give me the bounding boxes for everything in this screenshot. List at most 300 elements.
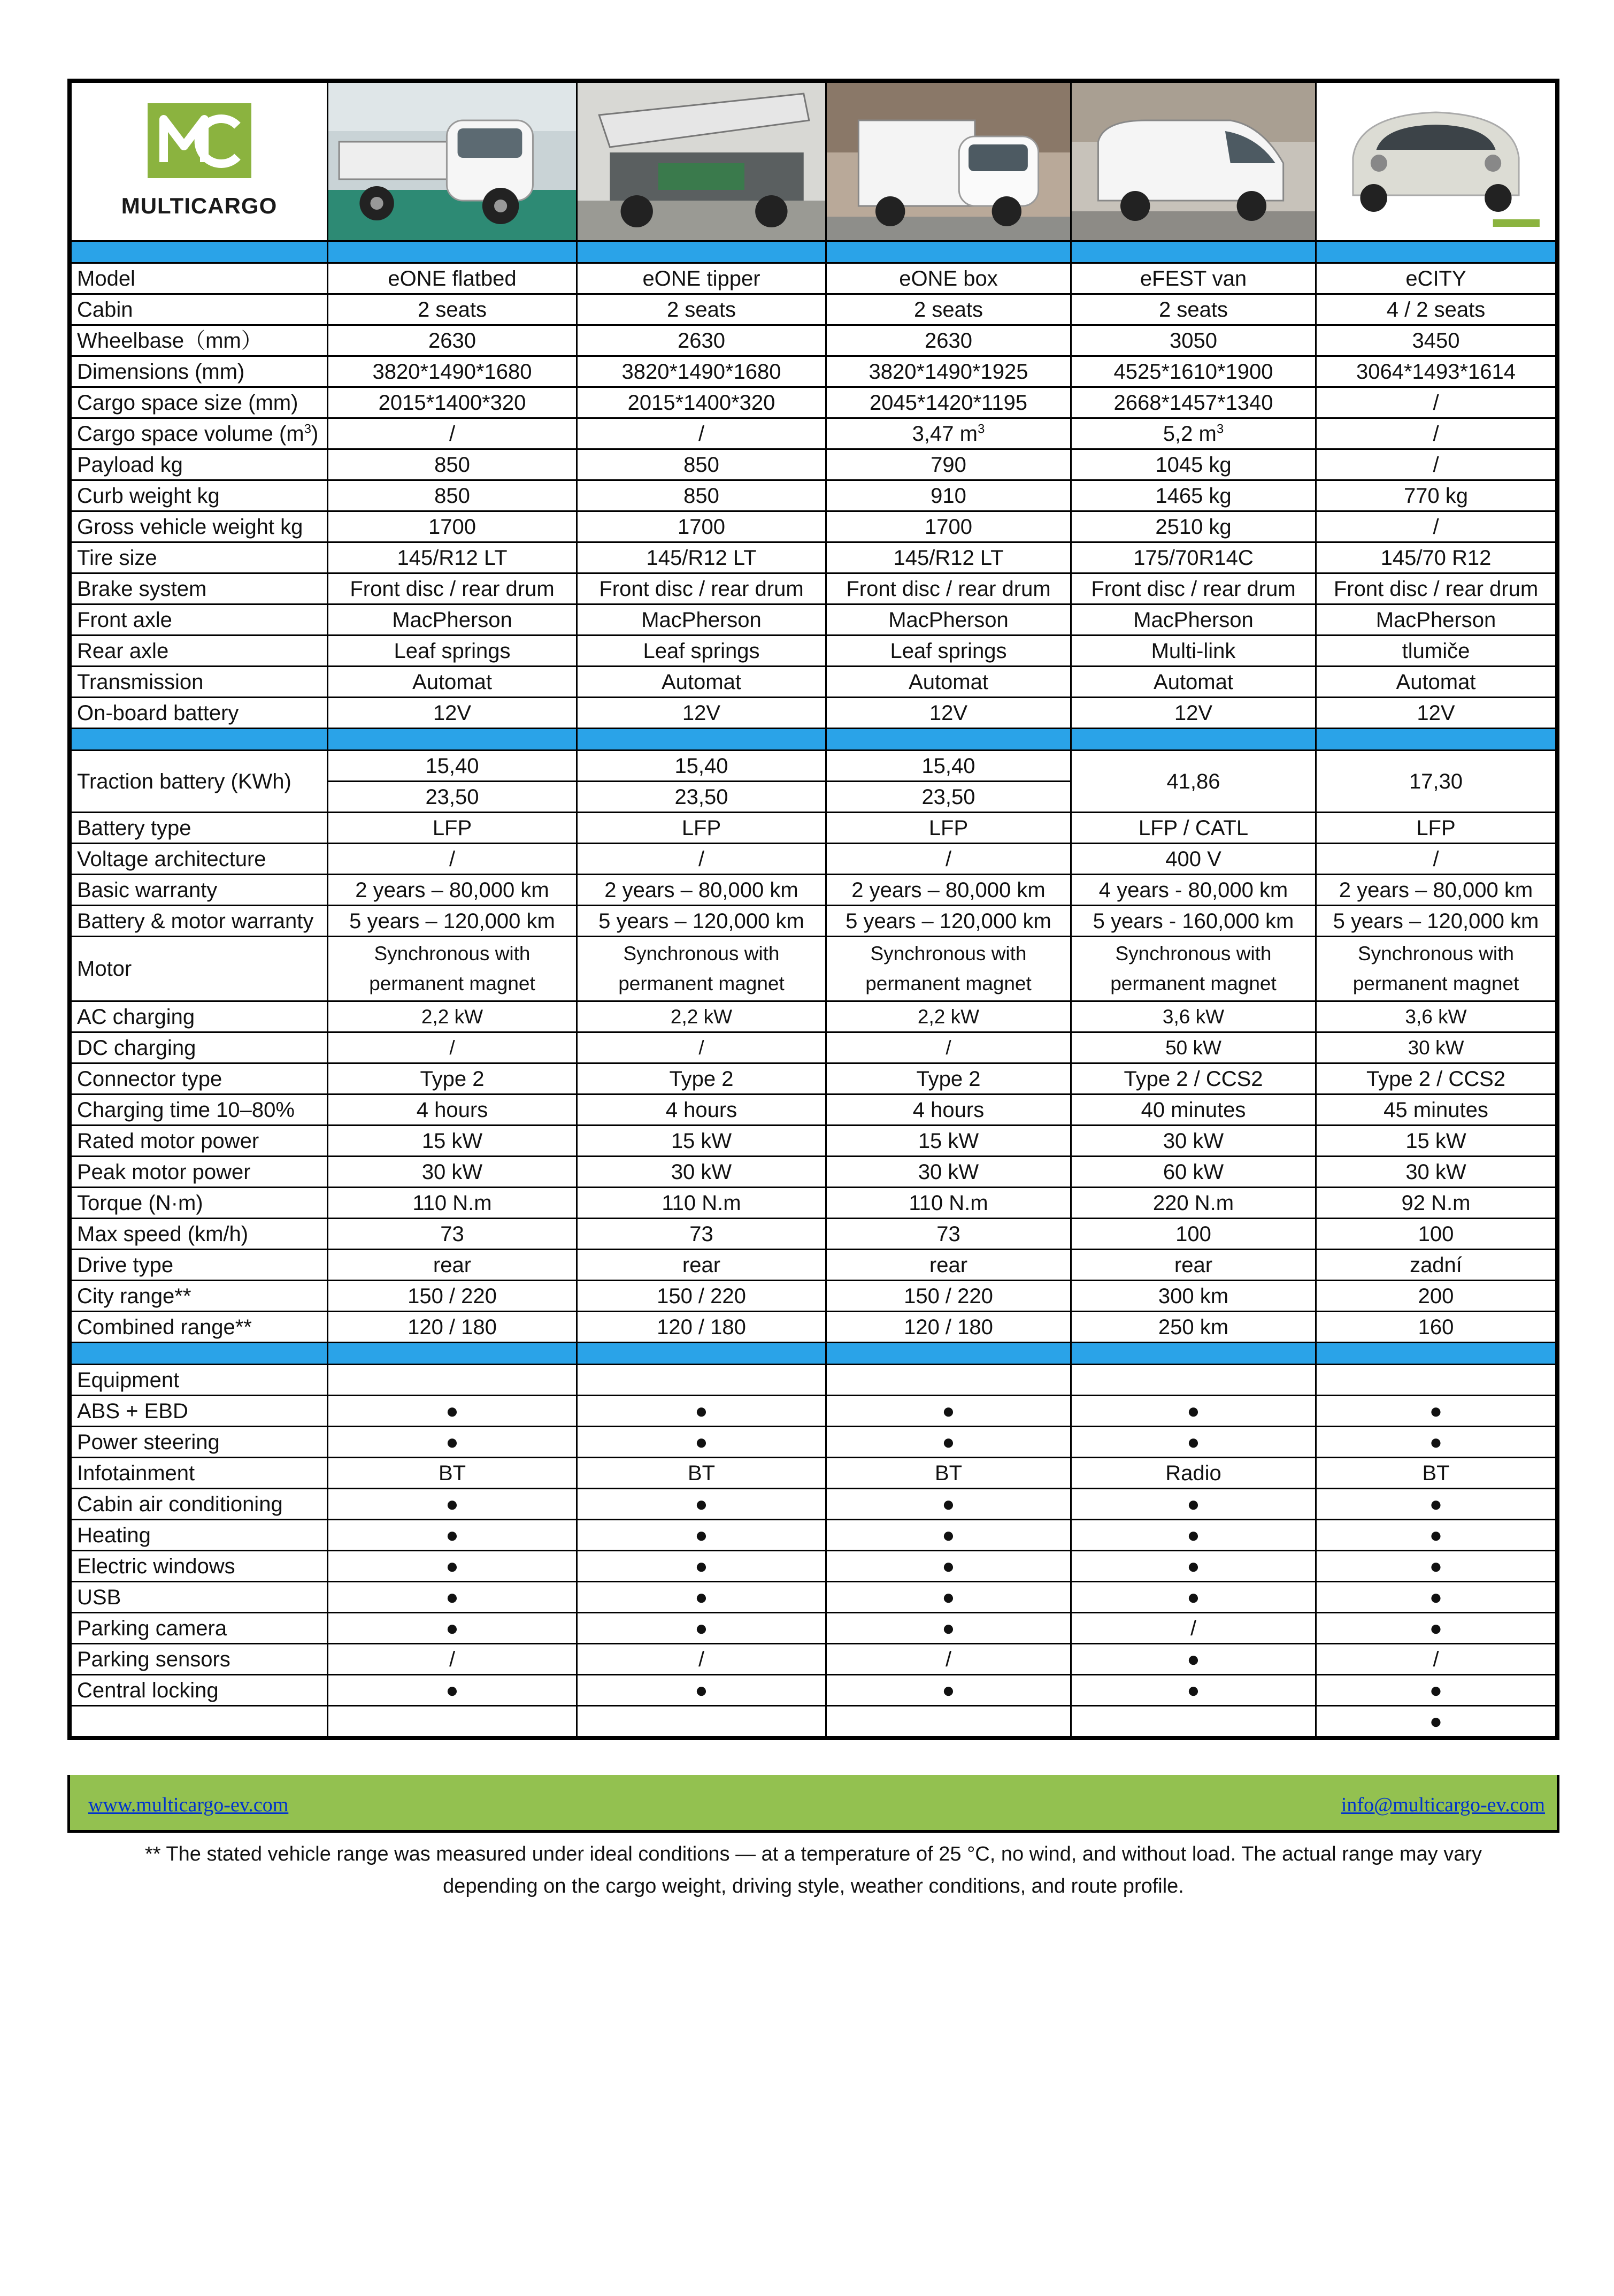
value-cell: 30 kW bbox=[577, 1157, 826, 1188]
value-cell: 17,30 bbox=[1316, 751, 1556, 813]
value-cell: 150 / 220 bbox=[328, 1281, 577, 1312]
value-cell: 250 km bbox=[1071, 1312, 1316, 1343]
value-cell: LFP bbox=[826, 813, 1071, 844]
value-cell: Front disc / rear drum bbox=[826, 573, 1071, 604]
equipment-row bbox=[71, 1489, 1556, 1520]
value-cell: ● bbox=[577, 1396, 826, 1427]
value-cell: 12V bbox=[826, 698, 1071, 729]
row-label: Rear axle bbox=[71, 636, 328, 667]
value-cell bbox=[577, 937, 826, 1001]
separator-cell bbox=[1071, 729, 1316, 751]
row-label: Drive type bbox=[71, 1250, 328, 1281]
value-cell: 2,2 kW bbox=[328, 1001, 577, 1032]
value-cell: 1045 kg bbox=[1071, 449, 1316, 480]
city-car-image bbox=[1317, 83, 1555, 240]
value-cell: ● bbox=[1316, 1582, 1556, 1613]
value-cell: / bbox=[1071, 1613, 1316, 1644]
blue-separator bbox=[71, 1343, 1556, 1365]
row-label: Motor bbox=[71, 937, 328, 1001]
value-cell: Front disc / rear drum bbox=[1316, 573, 1556, 604]
value-cell: 2 seats bbox=[826, 294, 1071, 325]
spec-table bbox=[70, 81, 1557, 1738]
equipment-row bbox=[71, 1613, 1556, 1644]
value-cell: 160 bbox=[1316, 1312, 1556, 1343]
value-cell: Type 2 bbox=[577, 1063, 826, 1095]
brand-name: MULTICARGO bbox=[121, 193, 278, 218]
value-cell: 145/R12 LT bbox=[826, 542, 1071, 573]
charging-row bbox=[71, 1188, 1556, 1219]
value-part: 3 bbox=[1216, 422, 1224, 437]
website-link[interactable]: www.multicargo-ev.com bbox=[88, 1794, 289, 1816]
value-cell: 2510 kg bbox=[1071, 511, 1316, 542]
photo-eone-tipper bbox=[577, 82, 826, 241]
value-cell: Radio bbox=[1071, 1458, 1316, 1489]
value-cell: 145/70 R12 bbox=[1316, 542, 1556, 573]
multicargo-logo bbox=[148, 103, 251, 178]
section-heading: Equipment bbox=[71, 1365, 328, 1396]
row-label: Central locking bbox=[71, 1675, 328, 1706]
value-cell: / bbox=[577, 844, 826, 875]
equipment-row bbox=[71, 1706, 1556, 1737]
footnote-line-2: depending on the cargo weight, driving style, weather conditions, and route profile. bbox=[443, 1875, 1184, 1897]
blue-separator bbox=[71, 729, 1556, 751]
value-cell: 175/70R14C bbox=[1071, 542, 1316, 573]
separator-cell bbox=[1316, 1343, 1556, 1365]
value-cell: 110 N.m bbox=[577, 1188, 826, 1219]
battery-row bbox=[71, 906, 1556, 937]
row-label: Combined range** bbox=[71, 1312, 328, 1343]
row-label: Cargo space size (mm) bbox=[71, 387, 328, 418]
value-cell: Automat bbox=[328, 667, 577, 698]
value-cell: ● bbox=[826, 1582, 1071, 1613]
value-cell: ● bbox=[1071, 1675, 1316, 1706]
empty-cell bbox=[1071, 1365, 1316, 1396]
label-part: ) bbox=[311, 422, 319, 446]
value-cell: MacPherson bbox=[1316, 604, 1556, 636]
value-cell: 15 kW bbox=[826, 1126, 1071, 1157]
value-cell: / bbox=[1316, 449, 1556, 480]
value-cell: ● bbox=[1071, 1427, 1316, 1458]
row-label: Cabin bbox=[71, 294, 328, 325]
row-label: Payload kg bbox=[71, 449, 328, 480]
value-cell: ● bbox=[826, 1675, 1071, 1706]
row-label: Electric windows bbox=[71, 1551, 328, 1582]
value-cell: 5 years - 160,000 km bbox=[1071, 906, 1316, 937]
value-cell: ● bbox=[328, 1396, 577, 1427]
flatbed-truck-image bbox=[328, 83, 576, 240]
motor-text: permanent magnet bbox=[369, 973, 535, 994]
value-cell: BT bbox=[577, 1458, 826, 1489]
value-cell: Automat bbox=[826, 667, 1071, 698]
spec-row bbox=[71, 325, 1556, 356]
spec-row bbox=[71, 573, 1556, 604]
footnote-line-1: ** The stated vehicle range was measured under ideal conditions — at a temperature of 25 °C, no wind, and without load. The actual range may vary bbox=[144, 1843, 1482, 1865]
value-cell: 2 years – 80,000 km bbox=[328, 875, 577, 906]
battery-row bbox=[71, 844, 1556, 875]
value-cell: Automat bbox=[1071, 667, 1316, 698]
row-label: ABS + EBD bbox=[71, 1396, 328, 1427]
blue-separator bbox=[71, 241, 1556, 263]
value-cell: 73 bbox=[577, 1219, 826, 1250]
row-label: Brake system bbox=[71, 573, 328, 604]
value-cell: LFP bbox=[577, 813, 826, 844]
value-cell: rear bbox=[328, 1250, 577, 1281]
row-label: Basic warranty bbox=[71, 875, 328, 906]
value-cell: 4 hours bbox=[577, 1095, 826, 1126]
value-cell: 220 N.m bbox=[1071, 1188, 1316, 1219]
value-cell: / bbox=[1316, 511, 1556, 542]
value-cell: / bbox=[328, 1644, 577, 1675]
value-cell: 15,40 bbox=[577, 751, 826, 782]
value-cell: / bbox=[577, 1644, 826, 1675]
value-cell: eFEST van bbox=[1071, 263, 1316, 294]
motor-row bbox=[71, 937, 1556, 1001]
separator-cell bbox=[328, 1343, 577, 1365]
row-label: On-board battery bbox=[71, 698, 328, 729]
row-label: Torque (N·m) bbox=[71, 1188, 328, 1219]
value-cell: 4 years - 80,000 km bbox=[1071, 875, 1316, 906]
value-cell: 12V bbox=[328, 698, 577, 729]
value-cell: 4 hours bbox=[826, 1095, 1071, 1126]
spec-row bbox=[71, 418, 1556, 449]
row-label: Voltage architecture bbox=[71, 844, 328, 875]
motor-text: Synchronous with bbox=[1115, 943, 1272, 965]
value-cell: 60 kW bbox=[1071, 1157, 1316, 1188]
separator-cell bbox=[328, 729, 577, 751]
charging-row bbox=[71, 1157, 1556, 1188]
value-cell: rear bbox=[826, 1250, 1071, 1281]
value-cell: 30 kW bbox=[328, 1157, 577, 1188]
value-cell: / bbox=[1316, 1644, 1556, 1675]
row-label: Traction battery (KWh) bbox=[71, 751, 328, 813]
row-label: Transmission bbox=[71, 667, 328, 698]
value-cell: rear bbox=[577, 1250, 826, 1281]
label-part: 3 bbox=[304, 422, 311, 437]
value-cell: ● bbox=[1316, 1427, 1556, 1458]
row-label: Battery & motor warranty bbox=[71, 906, 328, 937]
value-cell: 850 bbox=[577, 480, 826, 511]
value-cell bbox=[1316, 937, 1556, 1001]
email-link[interactable]: info@multicargo-ev.com bbox=[1341, 1794, 1545, 1816]
value-cell: 110 N.m bbox=[826, 1188, 1071, 1219]
value-cell: LFP bbox=[328, 813, 577, 844]
equipment-row bbox=[71, 1644, 1556, 1675]
spec-row bbox=[71, 667, 1556, 698]
row-label: Infotainment bbox=[71, 1458, 328, 1489]
value-cell: ● bbox=[577, 1520, 826, 1551]
value-cell: 5 years – 120,000 km bbox=[577, 906, 826, 937]
value-cell: 850 bbox=[328, 480, 577, 511]
row-label: Connector type bbox=[71, 1063, 328, 1095]
empty-cell bbox=[826, 1365, 1071, 1396]
value-cell: ● bbox=[826, 1396, 1071, 1427]
value-cell bbox=[1071, 937, 1316, 1001]
value-cell: 3064*1493*1614 bbox=[1316, 356, 1556, 387]
photo-ecity bbox=[1316, 82, 1556, 241]
value-cell: ● bbox=[826, 1613, 1071, 1644]
value-cell: 3820*1490*1680 bbox=[577, 356, 826, 387]
empty-cell bbox=[577, 1365, 826, 1396]
value-cell: 2,2 kW bbox=[577, 1001, 826, 1032]
value-cell: 15,40 bbox=[328, 751, 577, 782]
row-label: Front axle bbox=[71, 604, 328, 636]
value-cell: Leaf springs bbox=[577, 636, 826, 667]
value-cell: 15,40 bbox=[826, 751, 1071, 782]
equipment-row bbox=[71, 1551, 1556, 1582]
value-cell: ● bbox=[1316, 1706, 1556, 1737]
value-cell: ● bbox=[1316, 1520, 1556, 1551]
value-cell: Front disc / rear drum bbox=[577, 573, 826, 604]
charging-row bbox=[71, 1312, 1556, 1343]
equipment-row bbox=[71, 1458, 1556, 1489]
value-cell: eONE box bbox=[826, 263, 1071, 294]
value-cell: 850 bbox=[328, 449, 577, 480]
value-cell bbox=[826, 937, 1071, 1001]
value-cell: ● bbox=[328, 1551, 577, 1582]
row-label: Dimensions (mm) bbox=[71, 356, 328, 387]
value-cell: ● bbox=[577, 1489, 826, 1520]
value-cell: 100 bbox=[1071, 1219, 1316, 1250]
value-cell: ● bbox=[577, 1551, 826, 1582]
value-cell: 2 years – 80,000 km bbox=[577, 875, 826, 906]
value-cell: rear bbox=[1071, 1250, 1316, 1281]
value-cell: ● bbox=[577, 1613, 826, 1644]
value-cell: 41,86 bbox=[1071, 751, 1316, 813]
spec-row bbox=[71, 698, 1556, 729]
value-cell: eONE flatbed bbox=[328, 263, 577, 294]
row-label: Model bbox=[71, 263, 328, 294]
equipment-row bbox=[71, 1520, 1556, 1551]
row-label: Power steering bbox=[71, 1427, 328, 1458]
value-cell: / bbox=[577, 1032, 826, 1063]
row-label: DC charging bbox=[71, 1032, 328, 1063]
equipment-row bbox=[71, 1582, 1556, 1613]
value-cell: 2 seats bbox=[1071, 294, 1316, 325]
value-cell: Front disc / rear drum bbox=[1071, 573, 1316, 604]
value-cell: ● bbox=[328, 1489, 577, 1520]
value-cell: 40 minutes bbox=[1071, 1095, 1316, 1126]
value-cell: 3050 bbox=[1071, 325, 1316, 356]
value-cell: 120 / 180 bbox=[328, 1312, 577, 1343]
row-label bbox=[71, 418, 328, 449]
value-cell: 790 bbox=[826, 449, 1071, 480]
motor-text: Synchronous with bbox=[1357, 943, 1515, 965]
value-cell: 2630 bbox=[826, 325, 1071, 356]
value-cell: Leaf springs bbox=[328, 636, 577, 667]
value-cell: 400 V bbox=[1071, 844, 1316, 875]
value-cell: 4525*1610*1900 bbox=[1071, 356, 1316, 387]
motor-text: Synchronous with bbox=[374, 943, 531, 965]
value-cell: 15 kW bbox=[1316, 1126, 1556, 1157]
value-cell: ● bbox=[1316, 1675, 1556, 1706]
value-cell: BT bbox=[1316, 1458, 1556, 1489]
tipper-truck-image bbox=[578, 83, 825, 240]
value-cell: 12V bbox=[1071, 698, 1316, 729]
value-cell: 145/R12 LT bbox=[577, 542, 826, 573]
value-cell: LFP / CATL bbox=[1071, 813, 1316, 844]
value-cell: / bbox=[577, 418, 826, 449]
van-image bbox=[1072, 83, 1315, 240]
spec-row bbox=[71, 480, 1556, 511]
row-label: USB bbox=[71, 1582, 328, 1613]
value-part: 5,2 m bbox=[1163, 422, 1217, 446]
value-cell: 1700 bbox=[577, 511, 826, 542]
value-part: 3,47 m bbox=[912, 422, 978, 446]
value-cell: 30 kW bbox=[1316, 1032, 1556, 1063]
empty-cell bbox=[328, 1365, 577, 1396]
value-cell: Type 2 bbox=[328, 1063, 577, 1095]
value-cell: ● bbox=[1071, 1644, 1316, 1675]
value-cell: 150 / 220 bbox=[577, 1281, 826, 1312]
charging-row bbox=[71, 1281, 1556, 1312]
empty-cell bbox=[1316, 1365, 1556, 1396]
value-cell: 145/R12 LT bbox=[328, 542, 577, 573]
value-cell: ● bbox=[328, 1613, 577, 1644]
value-cell: 12V bbox=[577, 698, 826, 729]
battery-row bbox=[71, 875, 1556, 906]
value-cell: 92 N.m bbox=[1316, 1188, 1556, 1219]
row-label: Battery type bbox=[71, 813, 328, 844]
value-cell: 2015*1400*320 bbox=[328, 387, 577, 418]
value-cell: 2 seats bbox=[577, 294, 826, 325]
separator-cell bbox=[1316, 729, 1556, 751]
value-cell: Type 2 bbox=[826, 1063, 1071, 1095]
value-cell: Type 2 / CCS2 bbox=[1316, 1063, 1556, 1095]
spec-row bbox=[71, 542, 1556, 573]
value-cell: 120 / 180 bbox=[577, 1312, 826, 1343]
box-truck-image bbox=[827, 83, 1070, 240]
value-cell: 3,6 kW bbox=[1071, 1001, 1316, 1032]
value-cell: / bbox=[1316, 387, 1556, 418]
equipment-row bbox=[71, 1675, 1556, 1706]
value-cell: ● bbox=[328, 1520, 577, 1551]
row-label: Curb weight kg bbox=[71, 480, 328, 511]
traction-row bbox=[71, 751, 1556, 782]
row-label: Cabin air conditioning bbox=[71, 1489, 328, 1520]
value-cell: 1700 bbox=[826, 511, 1071, 542]
value-cell: 2 seats bbox=[328, 294, 577, 325]
value-cell: 2015*1400*320 bbox=[577, 387, 826, 418]
separator-cell bbox=[826, 1343, 1071, 1365]
row-label: Wheelbase（mm） bbox=[71, 325, 328, 356]
value-cell: MacPherson bbox=[1071, 604, 1316, 636]
range-footnote bbox=[67, 1838, 1559, 1902]
value-cell: 2 years – 80,000 km bbox=[826, 875, 1071, 906]
value-cell: ● bbox=[577, 1675, 826, 1706]
value-cell: 73 bbox=[328, 1219, 577, 1250]
row-label: City range** bbox=[71, 1281, 328, 1312]
value-cell: 770 kg bbox=[1316, 480, 1556, 511]
value-cell: / bbox=[826, 1644, 1071, 1675]
separator-cell bbox=[1071, 1343, 1316, 1365]
value-cell: ● bbox=[826, 1427, 1071, 1458]
spec-row bbox=[71, 387, 1556, 418]
value-cell: ● bbox=[1071, 1489, 1316, 1520]
photo-eone-flatbed bbox=[328, 82, 577, 241]
value-cell: MacPherson bbox=[826, 604, 1071, 636]
value-cell: Leaf springs bbox=[826, 636, 1071, 667]
value-cell: 1700 bbox=[328, 511, 577, 542]
value-cell: 850 bbox=[577, 449, 826, 480]
value-cell: ● bbox=[826, 1489, 1071, 1520]
value-cell: ● bbox=[1071, 1396, 1316, 1427]
separator-cell bbox=[826, 729, 1071, 751]
photo-eone-box bbox=[826, 82, 1071, 241]
value-cell: ● bbox=[577, 1427, 826, 1458]
row-label: Charging time 10–80% bbox=[71, 1095, 328, 1126]
value-cell: ● bbox=[1071, 1520, 1316, 1551]
value-cell: BT bbox=[328, 1458, 577, 1489]
value-cell: ● bbox=[1316, 1396, 1556, 1427]
separator-cell bbox=[577, 1343, 826, 1365]
value-cell: 2630 bbox=[328, 325, 577, 356]
spec-row bbox=[71, 449, 1556, 480]
motor-text: permanent magnet bbox=[865, 973, 1032, 994]
equipment-row bbox=[71, 1427, 1556, 1458]
value-cell bbox=[328, 937, 577, 1001]
row-label: Heating bbox=[71, 1520, 328, 1551]
row-label: Peak motor power bbox=[71, 1157, 328, 1188]
battery-row bbox=[71, 813, 1556, 844]
value-cell: eCITY bbox=[1316, 263, 1556, 294]
value-cell: 30 kW bbox=[1071, 1126, 1316, 1157]
value-cell: 30 kW bbox=[1316, 1157, 1556, 1188]
value-cell: 23,50 bbox=[577, 782, 826, 813]
row-label: Parking camera bbox=[71, 1613, 328, 1644]
motor-text: permanent magnet bbox=[618, 973, 785, 994]
value-cell: 23,50 bbox=[328, 782, 577, 813]
spec-row bbox=[71, 356, 1556, 387]
value-cell bbox=[328, 1706, 577, 1737]
value-cell: 150 / 220 bbox=[826, 1281, 1071, 1312]
row-label bbox=[71, 1706, 328, 1737]
charging-row bbox=[71, 1001, 1556, 1032]
spec-sheet bbox=[67, 79, 1559, 1740]
value-cell bbox=[1071, 418, 1316, 449]
separator-cell bbox=[71, 729, 328, 751]
value-cell: / bbox=[1316, 418, 1556, 449]
value-cell: 110 N.m bbox=[328, 1188, 577, 1219]
value-cell: tlumiče bbox=[1316, 636, 1556, 667]
value-cell: 2630 bbox=[577, 325, 826, 356]
value-cell: 300 km bbox=[1071, 1281, 1316, 1312]
equipment-header-row bbox=[71, 1365, 1556, 1396]
logo-cell bbox=[71, 82, 328, 241]
value-cell: 2668*1457*1340 bbox=[1071, 387, 1316, 418]
value-cell: ● bbox=[1316, 1551, 1556, 1582]
value-cell: 5 years – 120,000 km bbox=[1316, 906, 1556, 937]
value-cell bbox=[577, 1706, 826, 1737]
value-cell: Automat bbox=[577, 667, 826, 698]
value-cell: / bbox=[328, 844, 577, 875]
spec-row bbox=[71, 604, 1556, 636]
spec-row bbox=[71, 636, 1556, 667]
value-cell: 3820*1490*1680 bbox=[328, 356, 577, 387]
value-cell: MacPherson bbox=[577, 604, 826, 636]
spec-row bbox=[71, 294, 1556, 325]
value-cell: 45 minutes bbox=[1316, 1095, 1556, 1126]
value-cell: 2045*1420*1195 bbox=[826, 387, 1071, 418]
value-cell: 100 bbox=[1316, 1219, 1556, 1250]
charging-row bbox=[71, 1126, 1556, 1157]
value-cell: 910 bbox=[826, 480, 1071, 511]
value-cell: 3820*1490*1925 bbox=[826, 356, 1071, 387]
value-cell: 2 years – 80,000 km bbox=[1316, 875, 1556, 906]
value-cell: ● bbox=[1316, 1613, 1556, 1644]
value-cell: 120 / 180 bbox=[826, 1312, 1071, 1343]
charging-row bbox=[71, 1063, 1556, 1095]
value-cell: 15 kW bbox=[577, 1126, 826, 1157]
